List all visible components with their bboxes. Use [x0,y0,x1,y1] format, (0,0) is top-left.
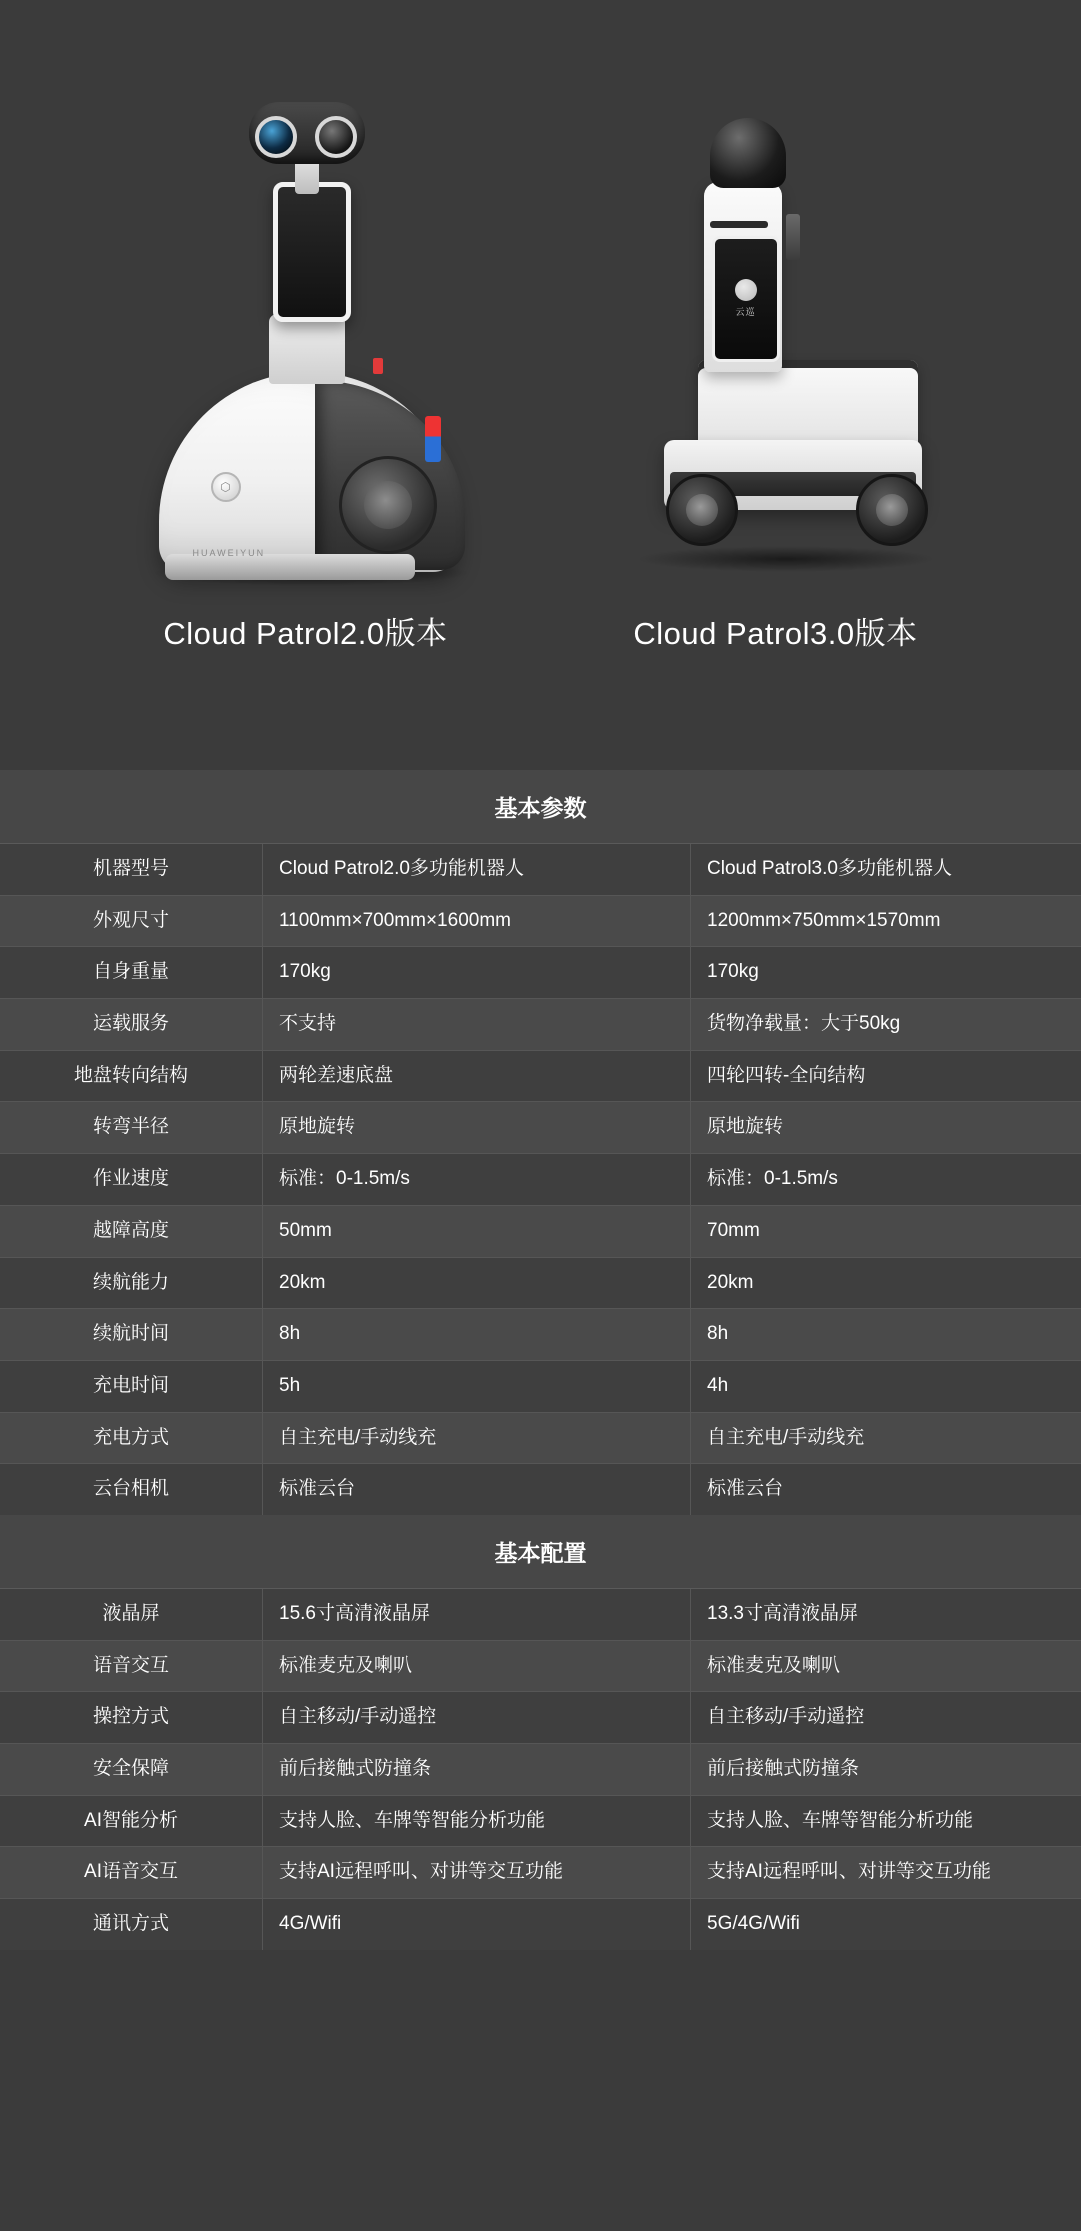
row-value-v3: 标准云台 [691,1464,1081,1515]
section-title-basic-parameters: 基本参数 [0,770,1081,844]
product-image-cloud-patrol-2 [91,40,521,600]
row-value-v3: 支持人脸、车牌等智能分析功能 [691,1795,1081,1847]
robot-2-brand-text: HUAWEIYUN [192,548,266,558]
row-label: 语音交互 [0,1640,263,1692]
robot-3-side-vent [786,214,800,260]
row-value-v3: 70mm [691,1205,1081,1257]
robot-3-screen [712,236,780,362]
row-label: 外观尺寸 [0,895,263,947]
row-value-v2: 50mm [263,1205,691,1257]
product-images-row [0,40,1081,600]
row-value-v2: 标准云台 [263,1464,691,1515]
row-value-v3: 170kg [691,947,1081,999]
row-value-v3: 货物净载量：大于50kg [691,999,1081,1051]
row-value-v2: 标准：0-1.5m/s [263,1154,691,1206]
row-value-v3: 原地旋转 [691,1102,1081,1154]
table-row [0,1257,1081,1309]
row-label: 充电时间 [0,1360,263,1412]
row-label: 续航时间 [0,1309,263,1361]
robot-2-camera-head [249,102,365,164]
row-value-v3: 自主充电/手动线充 [691,1412,1081,1464]
robot-3-camera-dome [710,118,786,188]
table-row [0,1795,1081,1847]
table-row [0,844,1081,895]
robot-2-color-stripe [425,416,441,462]
row-value-v2: 8h [263,1309,691,1361]
row-value-v2: 前后接触式防撞条 [263,1744,691,1796]
table-row [0,895,1081,947]
row-value-v3: 标准：0-1.5m/s [691,1154,1081,1206]
product-caption-2: Cloud Patrol2.0版本 [163,616,448,651]
row-value-v2: 5h [263,1360,691,1412]
row-label: 充电方式 [0,1412,263,1464]
row-value-v3: 20km [691,1257,1081,1309]
row-label: 操控方式 [0,1692,263,1744]
row-value-v2: 20km [263,1257,691,1309]
row-value-v2: 自主移动/手动遥控 [263,1692,691,1744]
row-value-v3: 13.3寸高清液晶屏 [691,1589,1081,1640]
row-label: 作业速度 [0,1154,263,1206]
row-label: AI智能分析 [0,1795,263,1847]
table-row [0,1692,1081,1744]
robot-3-screen-logo-icon [735,279,757,301]
row-value-v3: 四轮四转-全向结构 [691,1050,1081,1102]
hex-logo-icon: ⬡ [211,472,241,502]
product-hero [0,0,1081,770]
table-row [0,1309,1081,1361]
row-value-v3: 8h [691,1309,1081,1361]
robot-3-cargo-bed [698,360,918,452]
row-value-v3: 自主移动/手动遥控 [691,1692,1081,1744]
table-row [0,1360,1081,1412]
product-image-cloud-patrol-3 [561,40,991,600]
row-label: 液晶屏 [0,1589,263,1640]
robot-3-front-wheel [666,474,738,546]
row-value-v2: Cloud Patrol2.0多功能机器人 [263,844,691,895]
row-label: 转弯半径 [0,1102,263,1154]
row-value-v2: 15.6寸高清液晶屏 [263,1589,691,1640]
row-label: 安全保障 [0,1744,263,1796]
robot-2-wheel [339,456,437,554]
table-row [0,1412,1081,1464]
row-value-v3: 标准麦克及喇叭 [691,1640,1081,1692]
row-label: 越障高度 [0,1205,263,1257]
table-row [0,1205,1081,1257]
camera-lens-icon [255,116,297,158]
row-value-v2: 原地旋转 [263,1102,691,1154]
product-captions-row [0,608,1081,653]
bottom-spacer [0,1950,1081,1966]
spec-table-basic-parameters [0,844,1081,1515]
camera-lens-secondary-icon [315,116,357,158]
row-label: 续航能力 [0,1257,263,1309]
robot-2-illustration [141,80,471,580]
spec-section-basic-configuration [0,1515,1081,1950]
row-label: 运载服务 [0,999,263,1051]
row-value-v3: 4h [691,1360,1081,1412]
row-label: 通讯方式 [0,1899,263,1950]
robot-3-shadow [636,546,936,572]
row-value-v3: 1200mm×750mm×1570mm [691,895,1081,947]
robot-2-led-red [373,358,383,374]
table-row [0,1847,1081,1899]
row-value-v3: Cloud Patrol3.0多功能机器人 [691,844,1081,895]
row-value-v2: 标准麦克及喇叭 [263,1640,691,1692]
row-value-v2: 两轮差速底盘 [263,1050,691,1102]
spec-table-basic-configuration [0,1589,1081,1950]
table-row [0,1744,1081,1796]
robot-3-speaker-slot [710,221,768,228]
row-value-v2: 支持人脸、车牌等智能分析功能 [263,1795,691,1847]
row-value-v2: 1100mm×700mm×1600mm [263,895,691,947]
product-caption-3: Cloud Patrol3.0版本 [633,616,918,651]
table-row [0,947,1081,999]
table-row [0,1050,1081,1102]
robot-3-illustration [606,80,946,580]
row-label: 机器型号 [0,844,263,895]
table-row [0,1154,1081,1206]
row-label: 云台相机 [0,1464,263,1515]
row-value-v2: 自主充电/手动线充 [263,1412,691,1464]
robot-3-rear-wheel [856,474,928,546]
table-row [0,1899,1081,1950]
table-row [0,1640,1081,1692]
robot-3-screen-label: 云巡 [735,307,756,317]
row-value-v2: 支持AI远程呼叫、对讲等交互功能 [263,1847,691,1899]
table-row [0,1102,1081,1154]
spec-section-basic-parameters [0,770,1081,1515]
section-title-basic-configuration: 基本配置 [0,1515,1081,1589]
table-row [0,999,1081,1051]
row-value-v3: 支持AI远程呼叫、对讲等交互功能 [691,1847,1081,1899]
row-value-v3: 前后接触式防撞条 [691,1744,1081,1796]
table-row [0,1589,1081,1640]
row-label: 自身重量 [0,947,263,999]
row-label: AI语音交互 [0,1847,263,1899]
robot-2-neck [269,314,345,384]
table-row [0,1464,1081,1515]
row-label: 地盘转向结构 [0,1050,263,1102]
row-value-v3: 5G/4G/Wifi [691,1899,1081,1950]
row-value-v2: 170kg [263,947,691,999]
robot-2-screen [273,182,351,322]
row-value-v2: 4G/Wifi [263,1899,691,1950]
row-value-v2: 不支持 [263,999,691,1051]
